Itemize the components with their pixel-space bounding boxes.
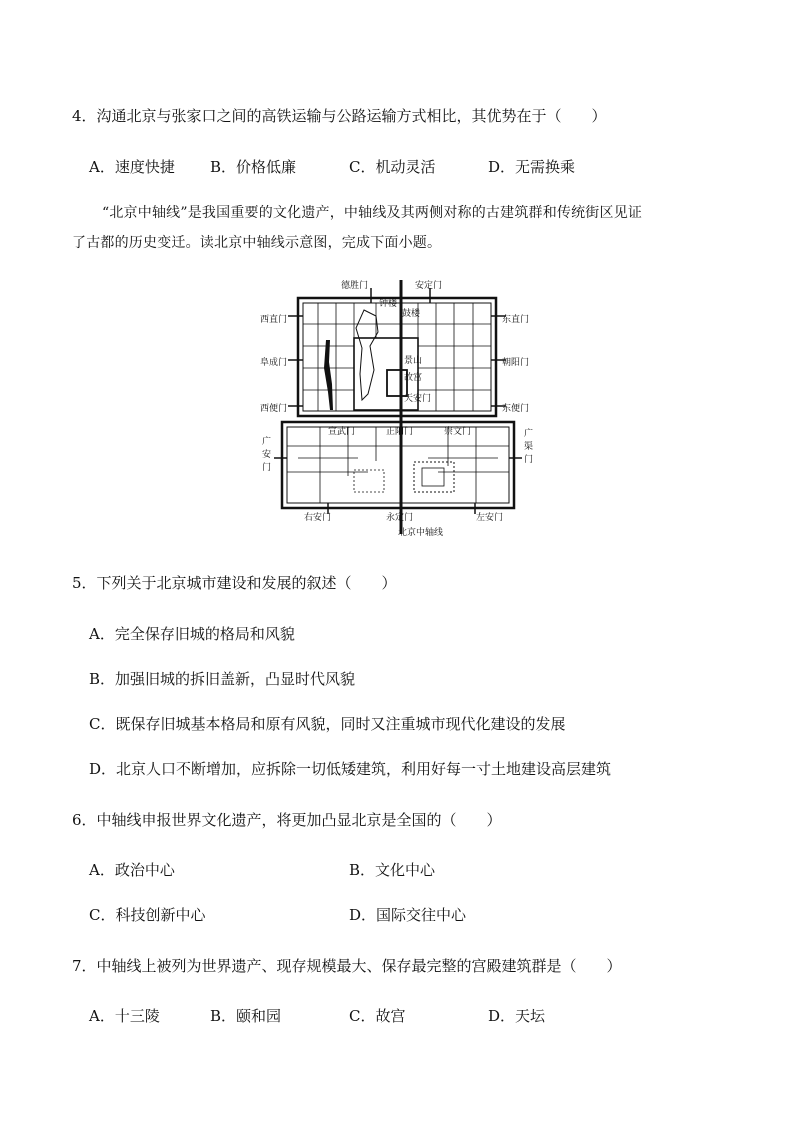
label-zhonglou: 钟楼 bbox=[379, 299, 398, 309]
question-7-stem: 7．中轴线上被列为世界遗产、现存规模最大、保存最完整的宫殿建筑群是（ ） bbox=[72, 957, 622, 975]
q5-option-d: D．北京人口不断增加，应拆除一切低矮建筑，利用好每一寸土地建设高层建筑 bbox=[89, 760, 612, 778]
label-fuchengmen: 阜成门 bbox=[260, 358, 288, 368]
label-zuoanmen: 左安门 bbox=[476, 513, 504, 523]
label-youanmen: 右安门 bbox=[304, 513, 332, 523]
label-chaoyangmen: 朝阳门 bbox=[502, 358, 530, 368]
label-tiananmen: 天安门 bbox=[404, 394, 432, 404]
q5-option-c: C．既保存旧城基本格局和原有风貌，同时又注重城市现代化建设的发展 bbox=[89, 715, 566, 733]
intro-line-1: “北京中轴线”是我国重要的文化遗产，中轴线及其两侧对称的古建筑群和传统街区见证 bbox=[102, 205, 643, 221]
label-guanganmen-2: 安 bbox=[262, 450, 272, 460]
q4-option-a: A．速度快捷 bbox=[89, 158, 175, 176]
label-guangqumen-3: 门 bbox=[524, 455, 534, 465]
label-guangqumen-1: 广 bbox=[524, 429, 534, 439]
label-xibianmen: 西便门 bbox=[260, 404, 288, 414]
q6-option-b: B．文化中心 bbox=[349, 861, 436, 879]
question-5-stem: 5．下列关于北京城市建设和发展的叙述（ ） bbox=[72, 574, 397, 592]
label-gulou: 鼓楼 bbox=[402, 309, 421, 319]
label-dongbianmen: 东便门 bbox=[502, 404, 530, 414]
label-central-axis: 北京中轴线 bbox=[398, 528, 444, 538]
label-yongdingmen: 永定门 bbox=[386, 513, 414, 523]
q6-option-a: A．政治中心 bbox=[89, 861, 175, 879]
temple-of-heaven bbox=[414, 462, 454, 492]
label-zhengyangmen: 正阳门 bbox=[386, 427, 414, 437]
q6-option-c: C．科技创新中心 bbox=[89, 906, 206, 924]
lakes bbox=[356, 310, 378, 400]
q7-option-a: A．十三陵 bbox=[89, 1007, 160, 1025]
label-guanganmen-3: 门 bbox=[262, 463, 272, 473]
intro-line-2: 了古都的历史变迁。读北京中轴线示意图，完成下面小题。 bbox=[72, 235, 442, 251]
q4-option-d: D．无需换乘 bbox=[488, 158, 576, 176]
label-xizhimen: 西直门 bbox=[260, 315, 288, 325]
q7-option-d: D．天坛 bbox=[488, 1007, 546, 1025]
label-andingmen: 安定门 bbox=[415, 281, 443, 291]
label-gugong: 故宫 bbox=[404, 373, 423, 383]
canal bbox=[324, 340, 333, 410]
q4-option-c: C．机动灵活 bbox=[349, 158, 436, 176]
label-xuanwumen: 宣武门 bbox=[328, 427, 356, 437]
q4-option-b: B．价格低廉 bbox=[210, 158, 297, 176]
question-4-stem: 4．沟通北京与张家口之间的高铁运输与公路运输方式相比，其优势在于（ ） bbox=[72, 107, 607, 125]
label-guanganmen-1: 广 bbox=[262, 437, 272, 447]
q5-option-a: A．完全保存旧城的格局和风貌 bbox=[89, 625, 295, 643]
q6-option-d: D．国际交往中心 bbox=[349, 906, 467, 924]
label-guangqumen-2: 渠 bbox=[524, 442, 534, 452]
label-jingshan: 景山 bbox=[404, 356, 423, 366]
q7-option-c: C．故宫 bbox=[349, 1007, 406, 1025]
label-deshengmen: 德胜门 bbox=[341, 281, 369, 291]
question-6-stem: 6．中轴线申报世界文化遗产，将更加凸显北京是全国的（ ） bbox=[72, 811, 502, 829]
beijing-axis-map bbox=[258, 276, 540, 540]
q7-option-b: B．颐和园 bbox=[210, 1007, 282, 1025]
label-chongwenmen: 崇文门 bbox=[444, 427, 472, 437]
label-dongzhimen: 东直门 bbox=[502, 315, 530, 325]
q5-option-b: B．加强旧城的拆旧盖新，凸显时代风貌 bbox=[89, 670, 356, 688]
reading-intro bbox=[72, 198, 724, 258]
